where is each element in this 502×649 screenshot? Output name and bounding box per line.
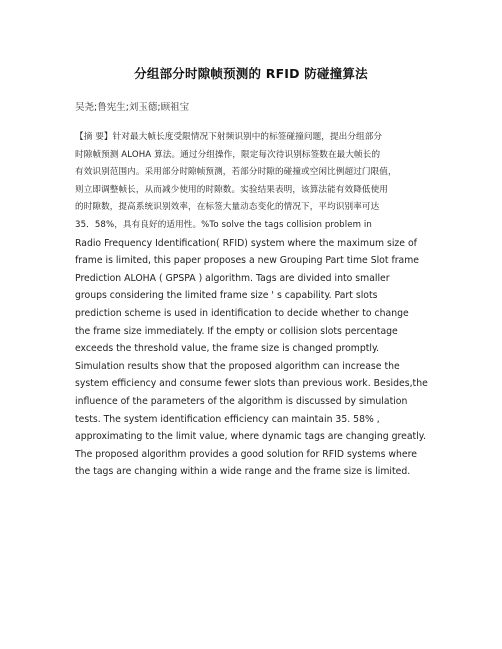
abstract-line: approximating to the limit value, where dynamic tags are changing greatly. [75, 431, 426, 443]
abstract-line: 则立即调整帧长，从而减少使用的时隙数。实验结果表明，该算法能有效降低使用 [75, 184, 388, 195]
abstract-line: 35．58%，具有良好的适用性。%To solve the tags collision problem in [75, 219, 372, 230]
abstract-line: system efficiency and consume fewer slots than previous work. Besides,the [75, 378, 428, 390]
abstract-line: the frame size immediately. If the empty or collision slots percentage [75, 325, 398, 337]
abstract-line: 时隙帧预测 ALOHA 算法。通过分组操作，限定每次待识别标签数在最大帧长的 [75, 149, 381, 160]
abstract-line: 的时隙数，提高系统识别效率，在标签大量动态变化的情况下，平均识别率可达 [75, 202, 380, 213]
abstract-line: Simulation results show that the proposed algorithm can increase the [75, 360, 400, 372]
abstract-line: groups considering the limited frame size ' s capability. Part slots [75, 290, 378, 302]
abstract-line: the tags are changing within a wide range and the frame size is limited. [75, 466, 411, 478]
abstract-line: prediction scheme is used in identification to decide whether to change [75, 307, 409, 319]
abstract-line: Prediction ALOHA ( GPSPA ) algorithm. Tags are divided into smaller [75, 272, 390, 284]
abstract-line: frame is limited, this paper proposes a new Grouping Part time Slot frame [75, 255, 420, 267]
abstract-line: 【摘 要】针对最大帧长度受限情况下射频识别中的标签碰撞问题，提出分组部分 [75, 132, 383, 142]
abstract-line: Radio Frequency Identification( RFID) system where the maximum size of [75, 237, 417, 249]
paper-title: 分组部分时隙帧预测的 RFID 防碰撞算法 [134, 66, 368, 81]
abstract-line: exceeds the threshold value, the frame size is changed promptly. [75, 343, 380, 355]
abstract-line: influence of the parameters of the algorithm is discussed by simulation [75, 395, 408, 407]
abstract-line: tests. The system identification efficiency can maintain 35. 58% , [75, 413, 380, 425]
paper-authors: 吴尧;鲁宪生;刘玉德;顾祖宝 [75, 102, 190, 113]
abstract-line: 有效识别范围内。采用部分时隙帧预测，若部分时隙的碰撞或空闲比例超过门限值， [75, 167, 397, 178]
abstract-line: The proposed algorithm provides a good solution for RFID systems where [75, 448, 417, 460]
abstract-block [75, 129, 435, 481]
